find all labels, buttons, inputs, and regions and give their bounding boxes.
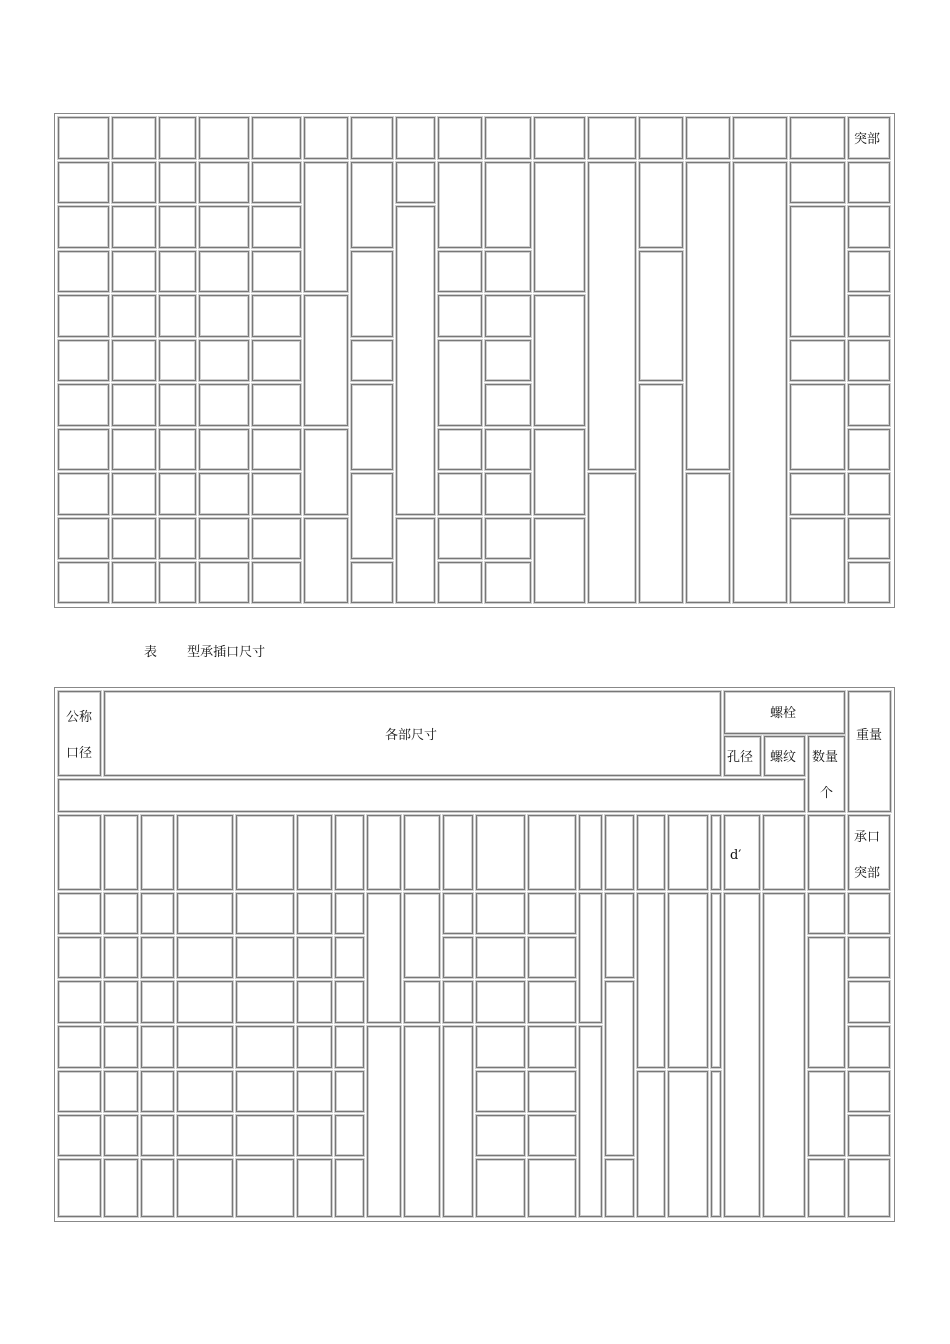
table-1-cell <box>252 473 301 515</box>
table-2-cell <box>297 981 332 1023</box>
table-1-cell <box>58 295 109 337</box>
table-2-cell <box>637 815 665 890</box>
table-2-cell <box>335 815 364 890</box>
table-1-cell <box>848 206 890 248</box>
header-dimensions: 各部尺寸 <box>385 728 438 743</box>
table-2-cell <box>808 1159 845 1217</box>
table-1-cell <box>485 562 531 603</box>
table-1-cell <box>485 473 531 515</box>
table-1-cell <box>848 340 890 381</box>
table-2-cell <box>528 937 576 978</box>
table-2-cell <box>297 1115 332 1156</box>
table-2-cell <box>104 981 138 1023</box>
dimension-table-1 <box>54 113 895 608</box>
table-2-cell <box>297 1071 332 1112</box>
table-2-cell <box>476 937 525 978</box>
table-2-cell <box>476 1026 525 1068</box>
table-1-cell <box>112 340 156 381</box>
table-2-cell <box>668 893 708 1068</box>
table-1-cell <box>159 518 196 559</box>
table-2-cell <box>808 893 845 934</box>
table-1-cell <box>199 206 249 248</box>
table-2-cell <box>848 893 890 934</box>
table-1-cell <box>304 117 348 159</box>
table-1-cell <box>112 473 156 515</box>
table-1-cell <box>159 340 196 381</box>
table-2-cell <box>104 1071 138 1112</box>
table-2-cell <box>848 1071 890 1112</box>
table-1-cell <box>588 473 636 603</box>
table-2-cell <box>297 893 332 934</box>
table-1-cell <box>639 251 683 381</box>
table-1-cell <box>112 162 156 203</box>
table-2-cell <box>443 937 473 978</box>
table-2-cell <box>579 815 602 890</box>
table-1-cell <box>58 117 109 159</box>
table-1-cell <box>438 117 482 159</box>
table-2-cell <box>335 937 364 978</box>
table-1-cell <box>58 429 109 470</box>
table-2-cell <box>605 893 634 978</box>
table-2-cell <box>177 1115 233 1156</box>
table-1-cell <box>159 473 196 515</box>
table-2-cell <box>848 937 890 978</box>
table-1-cell <box>534 429 585 515</box>
header-socket-1: 承口 <box>854 830 881 845</box>
table-2-cell <box>528 1071 576 1112</box>
table-2-cell <box>141 1026 174 1068</box>
table-1-cell <box>686 117 730 159</box>
table-1-cell <box>304 162 348 292</box>
table-2-cell <box>58 937 101 978</box>
table-1-cell <box>485 117 531 159</box>
table-1-cell <box>396 162 435 203</box>
table-2-cell <box>848 1026 890 1068</box>
table-1-cell <box>199 562 249 603</box>
table-2-cell <box>579 1026 602 1217</box>
table-1-cell <box>159 562 196 603</box>
table-1-cell <box>159 384 196 426</box>
table-1-cell <box>534 117 585 159</box>
table-2-cell <box>141 1115 174 1156</box>
table-1-cell <box>252 562 301 603</box>
table-1-cell <box>351 473 393 559</box>
table-2-cell <box>711 1071 721 1217</box>
table-2-cell <box>808 937 845 1068</box>
table-2-cell <box>476 1159 525 1217</box>
table-2-cell <box>711 815 721 890</box>
table-2-cell <box>104 1159 138 1217</box>
table-2-cell <box>763 815 805 890</box>
table-1-cell <box>790 518 845 603</box>
table-1-cell <box>485 251 531 292</box>
table-1-header-protrusion: 突部 <box>854 132 881 147</box>
table-1-cell <box>252 384 301 426</box>
table-1-cell <box>396 117 435 159</box>
table-2-cell <box>335 1071 364 1112</box>
table-2-cell <box>476 1071 525 1112</box>
table-2-cell <box>58 1026 101 1068</box>
table-2-cell <box>367 815 401 890</box>
table-2-cell <box>58 1115 101 1156</box>
table-2-cell <box>848 981 890 1023</box>
table-2-cell <box>58 1071 101 1112</box>
table-1-cell <box>112 384 156 426</box>
table-1-cell <box>485 518 531 559</box>
table-2-cell <box>236 937 294 978</box>
table-1-cell <box>790 206 845 337</box>
table-2-cell <box>605 815 634 890</box>
table-2-cell <box>141 815 174 890</box>
table-2-cell <box>104 1115 138 1156</box>
table-1-cell <box>438 429 482 470</box>
table-2-cell <box>236 1026 294 1068</box>
table-1-cell <box>112 562 156 603</box>
table-1-cell <box>848 162 890 203</box>
table-2-cell <box>141 981 174 1023</box>
table-1-cell <box>351 251 393 337</box>
table-1-cell <box>438 473 482 515</box>
table-2-cell <box>236 893 294 934</box>
table-1-cell <box>159 206 196 248</box>
table-1-cell <box>790 117 845 159</box>
table-1-cell <box>252 117 301 159</box>
table-1-cell <box>252 295 301 337</box>
table-1-cell <box>252 429 301 470</box>
table-1-cell <box>639 117 683 159</box>
table-2-cell <box>58 815 101 890</box>
table-1-cell <box>790 473 845 515</box>
table-1-cell <box>686 473 730 603</box>
table-1-cell <box>534 162 585 292</box>
table-2-cell <box>236 981 294 1023</box>
header-d-prime: d′ <box>730 848 742 863</box>
table-1-cell <box>438 562 482 603</box>
table-2-cell <box>297 937 332 978</box>
table-1-cell <box>304 295 348 426</box>
header-thread: 螺纹 <box>770 750 797 765</box>
table-1-cell <box>304 518 348 603</box>
table-1-cell <box>351 162 393 248</box>
table-2-cell <box>443 815 473 890</box>
table-2-cell <box>367 893 401 1023</box>
table-1-cell <box>438 295 482 337</box>
table-2-cell <box>476 1115 525 1156</box>
table-2-cell <box>335 1026 364 1068</box>
table-1-cell <box>351 117 393 159</box>
table-1-cell <box>733 162 787 603</box>
table-1-cell <box>534 295 585 426</box>
table-1-cell <box>252 206 301 248</box>
table-2-cell <box>808 1071 845 1156</box>
table-1-cell <box>790 340 845 381</box>
table-2-cell <box>711 893 721 1068</box>
table-1-cell <box>252 518 301 559</box>
table-1-cell <box>58 384 109 426</box>
table-2-cell <box>404 981 440 1023</box>
table-2-cell <box>141 1159 174 1217</box>
table-2-cell <box>528 1026 576 1068</box>
table-2-cell <box>236 1071 294 1112</box>
table-1-cell <box>199 340 249 381</box>
header-socket-2: 突部 <box>854 866 881 881</box>
table-1-cell <box>588 117 636 159</box>
table-2-cell <box>177 981 233 1023</box>
table-2-cell <box>236 1159 294 1217</box>
table-2-cell <box>177 815 233 890</box>
caption-prefix: 表 <box>144 645 158 660</box>
table-2-cell <box>605 981 634 1156</box>
table-2-cell <box>297 1159 332 1217</box>
table-2-cell <box>404 893 440 978</box>
dimension-table-2 <box>54 687 895 1222</box>
table-2-cell <box>297 1026 332 1068</box>
table-1-cell <box>58 473 109 515</box>
table-2-cell <box>297 815 332 890</box>
table-1-cell <box>485 162 531 248</box>
header-quantity-1: 数量 <box>812 750 839 765</box>
table-2-cell <box>443 1026 473 1217</box>
table-1-cell <box>252 340 301 381</box>
table-1-cell <box>199 251 249 292</box>
table-2-cell <box>177 893 233 934</box>
table-1-cell <box>112 206 156 248</box>
table-1-cell <box>159 251 196 292</box>
table-1-cell <box>485 340 531 381</box>
table-caption <box>144 641 265 660</box>
header-bolt: 螺栓 <box>770 706 797 721</box>
table-1-cell <box>159 162 196 203</box>
table-1-cell <box>199 518 249 559</box>
table-1-cell <box>199 473 249 515</box>
header-hole-diameter: 孔径 <box>727 750 754 765</box>
table-1-cell <box>199 117 249 159</box>
table-1-cell <box>199 162 249 203</box>
table-2-cell <box>141 1071 174 1112</box>
table-2-cell <box>335 893 364 934</box>
table-2-cell <box>848 1115 890 1156</box>
caption-title: 型承插口尺寸 <box>187 645 266 660</box>
table-2-cell <box>443 893 473 934</box>
table-1-cell <box>790 162 845 203</box>
table-1-cell <box>848 251 890 292</box>
table-1-cell <box>485 429 531 470</box>
table-1-cell <box>112 117 156 159</box>
table-1-cell <box>438 340 482 426</box>
table-2-cell <box>668 815 708 890</box>
table-2-cell <box>808 815 845 890</box>
table-1-cell <box>351 340 393 381</box>
table-1-cell <box>112 518 156 559</box>
table-2-cell <box>443 981 473 1023</box>
table-1-cell <box>58 251 109 292</box>
table-2-cell <box>58 893 101 934</box>
table-2-cell <box>58 981 101 1023</box>
table-1-cell <box>848 518 890 559</box>
table-1-cell <box>199 384 249 426</box>
table-2-cell <box>177 1026 233 1068</box>
table-1-cell <box>848 473 890 515</box>
table-2-cell <box>104 893 138 934</box>
table-2-cell <box>605 1159 634 1217</box>
table-1-cell <box>199 295 249 337</box>
table-1-cell <box>790 384 845 470</box>
table-1-cell <box>639 162 683 248</box>
table-1-cell <box>112 429 156 470</box>
table-1-cell <box>351 384 393 470</box>
table-2-cell <box>476 981 525 1023</box>
table-1-cell <box>396 206 435 515</box>
table-2-cell <box>236 1115 294 1156</box>
table-2-cell <box>528 893 576 934</box>
table-1-cell <box>112 251 156 292</box>
table-2-cell <box>104 815 138 890</box>
header-nominal-diameter-1: 公称 <box>66 710 93 725</box>
table-2-cell <box>104 937 138 978</box>
table-1-cell <box>848 562 890 603</box>
table-2-cell <box>141 937 174 978</box>
table-2-cell <box>637 893 665 1068</box>
table-1-cell <box>485 295 531 337</box>
table-1-cell <box>159 429 196 470</box>
table-2-cell <box>528 981 576 1023</box>
table-2-cell <box>367 1026 401 1217</box>
table-2-cell <box>335 981 364 1023</box>
table-2-cell <box>335 1115 364 1156</box>
table-1-cell <box>252 251 301 292</box>
header-quantity-2: 个 <box>820 786 834 801</box>
table-2-cell <box>141 893 174 934</box>
table-2-cell <box>476 893 525 934</box>
table-2-cell <box>177 1159 233 1217</box>
table-2-cell <box>236 815 294 890</box>
table-1-cell <box>438 162 482 248</box>
header-weight: 重量 <box>856 728 883 743</box>
table-1-cell <box>733 117 787 159</box>
table-1-cell <box>304 429 348 515</box>
table-2-cell <box>724 893 760 1217</box>
table-2-cell <box>637 1071 665 1217</box>
table-2-cell <box>668 1071 708 1217</box>
table-2-cell <box>177 937 233 978</box>
table-1-cell <box>438 251 482 292</box>
table-2-cell <box>579 893 602 1023</box>
table-1-cell <box>438 518 482 559</box>
table-1-cell <box>159 295 196 337</box>
table-1-cell <box>252 162 301 203</box>
table-2-cell <box>177 1071 233 1112</box>
table-1-cell <box>534 518 585 603</box>
table-1-cell <box>159 117 196 159</box>
header-cell-blank-band <box>58 779 805 812</box>
table-1-cell <box>848 429 890 470</box>
table-2-cell <box>404 1026 440 1217</box>
table-1-cell <box>58 518 109 559</box>
header-cell-weight <box>848 691 891 812</box>
table-2-cell <box>848 1159 890 1217</box>
table-1-cell <box>588 162 636 470</box>
table-1-cell <box>199 429 249 470</box>
table-1-cell <box>848 295 890 337</box>
table-1-cell <box>58 162 109 203</box>
table-1-cell <box>351 562 393 603</box>
table-1-cell <box>112 295 156 337</box>
table-2-cell <box>528 815 576 890</box>
table-2-cell <box>763 893 805 1217</box>
table-1-cell <box>58 340 109 381</box>
table-1-cell <box>686 162 730 470</box>
table-2-cell <box>58 1159 101 1217</box>
table-1-cell <box>639 384 683 603</box>
table-1-cell <box>58 562 109 603</box>
table-1-cell <box>58 206 109 248</box>
table-2-cell <box>404 815 440 890</box>
table-2-cell <box>528 1115 576 1156</box>
table-2-cell <box>335 1159 364 1217</box>
table-1-cell <box>848 384 890 426</box>
table-2-cell <box>528 1159 576 1217</box>
table-1-cell <box>485 384 531 426</box>
table-1-cell <box>396 518 435 603</box>
header-nominal-diameter-2: 口径 <box>66 746 93 761</box>
table-2-cell <box>104 1026 138 1068</box>
table-2-cell <box>476 815 525 890</box>
